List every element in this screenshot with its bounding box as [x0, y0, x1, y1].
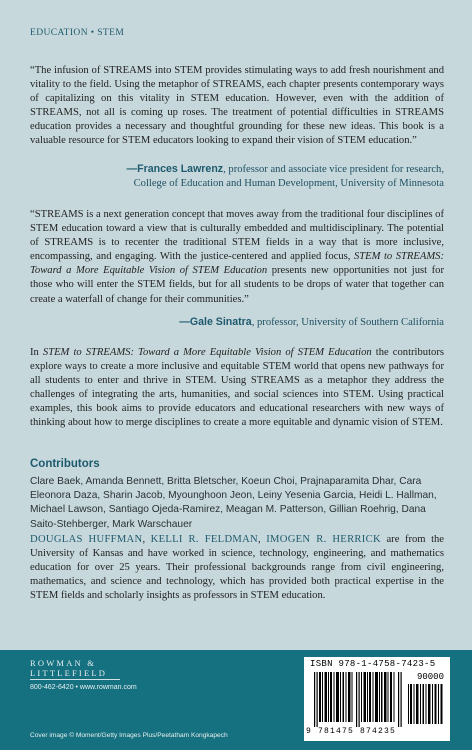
blurb-2-quote-start: “STREAMS is a next generation concept that moves away from the traditional four disciplines of STEM education toward a view that is culturally embedded and multidisciplinary. The potential of STREAMS is to recenter the traditional STEM fields in a way that is more inclusive, encompassing, and engaging. With the justice-centered and applied focus,: [30, 209, 444, 263]
description-intro: In: [30, 347, 43, 358]
blurb-2-name: —Gale Sinatra: [179, 316, 252, 328]
blurb-1-name: —Frances Lawrenz: [126, 163, 224, 175]
author-name-1: DOUGLAS HUFFMAN: [30, 534, 143, 545]
category-label: EDUCATION • STEM: [30, 28, 125, 38]
description-title: STEM to STREAMS: Toward a More Equitable Vision of STEM Education: [42, 347, 372, 358]
publisher-line-2: LITTLEFIELD: [30, 668, 108, 678]
contributors-heading: Contributors: [30, 458, 100, 470]
contributors-list: Clare Baek, Amanda Bennett, Britta Bletscher, Koeun Choi, Prajnaparamita Dhar, Cara Eleonora Daza, Sharin Jacob, Myounghoon Jeon, Leiny Yesenia Garcia, Heidi L. Hallman, Michael Lawson, Santiago Ojeda-Ramirez, Meagan M. Patterson, Gillian Roehrig, Dana Saito-Stehberger, Mark Warschauer: [30, 476, 437, 530]
blurb-1-attribution: [24, 162, 444, 191]
author-bio-text: are from the University of Kansas and have worked in science, technology, engineering, and mathematics education for over 25 years. Their professional backgrounds range from civil engineering, mathematics, and science and technology, which has provided both practical expertise in the STEM fields and scholarly insights as professors in STEM education.: [30, 534, 445, 602]
blurb-2-affiliation: , professor, University of Southern California: [251, 317, 444, 328]
ean-barcode-bars: [314, 672, 404, 727]
barcode: [304, 657, 450, 741]
publisher-line-1: ROWMAN &: [30, 658, 97, 668]
blurb-2-attribution: [24, 315, 444, 330]
description-body: the contributors explore ways to create a more inclusive and equitable STEM world that opens new pathways for all students to enter and thrive in STEM. Using STREAMS as a metaphor they address the challenges of integrating the arts, humanities, and social sciences into STEM. Using practical examples, this book aims to provide educators and educational researchers with new ways of thinking about how to merge disciplines to create a more equitable and dynamic vision of STEM.: [30, 347, 444, 429]
author-name-2: KELLI R. FELDMAN: [150, 534, 259, 545]
cover-credit: Cover image © Moment/Getty Images Plus/Peetatham Kongkapech: [30, 732, 228, 739]
author-bio: DOUGLAS HUFFMAN, KELLI R. FELDMAN, IMOGEN R. HERRICK are from the University of Kansas and have worked in science, technology, engineering, and mathematics education for over 25 years. Their professional backgrounds range from civil engineering, mathematics, and science and technology, which has provided both practical expertise in the STEM fields and scholarly insights as professors in STEM education.: [30, 534, 445, 602]
blurb-1-affiliation: , professor and associate vice president for research,: [223, 164, 444, 175]
blurb-2-quote: [30, 208, 444, 307]
publisher-logo: [30, 658, 107, 678]
book-description: [30, 346, 444, 431]
blurb-1-institution: College of Education and Human Development, University of Minnesota: [133, 178, 444, 190]
author-name-3: IMOGEN R. HERRICK: [266, 534, 381, 545]
ean-digits: 9 781475 874235: [306, 727, 397, 736]
price-code: 90000: [416, 672, 444, 682]
isbn-text: ISBN 978-1-4758-7423-5: [310, 659, 436, 669]
blurb-1-quote: “The infusion of STREAMS into STEM provides stimulating ways to add fresh nourishment and vitality to the field. Using the metaphor of STREAMS, each chapter presents contemporary ways of capitalizing on this vitality in STEM education. However, even with the addition of STREAMS, not all is coming up roses. The treatment of potential difficulties in STREAMS education provides a necessary and thoughtful grounding for these new ideas. This book is a valuable resource for STEM educators looking to expand their vision of STEM education.”: [30, 65, 444, 147]
blurb-2-quote-end: presents new opportunities not just for those who will enter the STEM fields, but for all students to be drops of water that together can create a waterfall of change for their communities.”: [30, 265, 445, 305]
blurb-2-quote-title: STEM to STREAMS: Toward a More Equitable Vision of STEM Education: [30, 251, 444, 277]
publisher-divider: [30, 679, 120, 680]
publisher-contact: 800-462-6420 • www.rowman.com: [30, 684, 137, 691]
price-addon-bars: [408, 684, 444, 724]
